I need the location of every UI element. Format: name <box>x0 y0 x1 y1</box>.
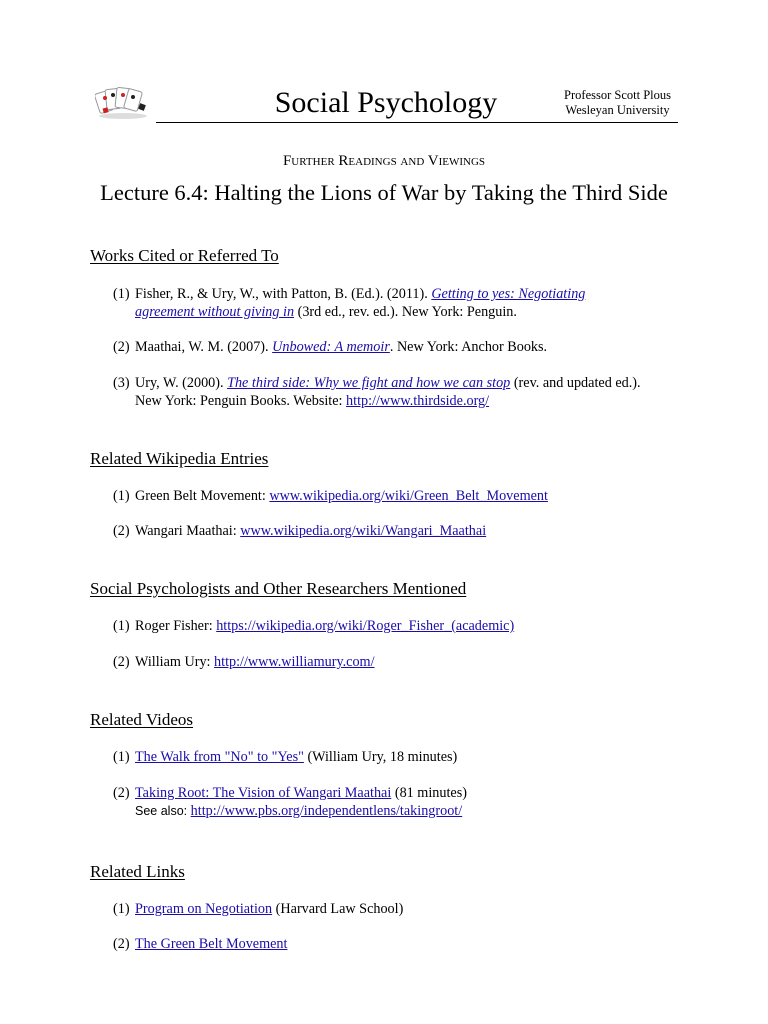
header-divider <box>156 122 678 123</box>
videos-item-1 <box>113 748 693 766</box>
university-name: Wesleyan University <box>565 103 670 117</box>
citation-text: New York: Penguin Books. Website: <box>135 393 347 409</box>
videos-heading: Related Videos <box>90 710 194 729</box>
item-number: (2) <box>113 654 130 670</box>
item-number: (3) <box>113 375 130 391</box>
getting-to-yes-link[interactable]: Getting to yes: Negotiating <box>431 286 586 302</box>
playing-cards-logo-icon <box>95 86 151 122</box>
researchers-heading: Social Psychologists and Other Researchers Mentioned <box>90 579 467 598</box>
item-number: (2) <box>113 785 130 801</box>
thirdside-website-link[interactable]: http://www.thirdside.org/ <box>346 393 490 409</box>
video-details: (William Ury, 18 minutes) <box>303 749 458 765</box>
green-belt-movement-link[interactable]: The Green Belt Movement <box>135 936 288 952</box>
william-ury-link[interactable]: http://www.williamury.com/ <box>214 654 375 670</box>
researchers-item-2 <box>113 653 693 671</box>
item-number: (1) <box>113 901 130 917</box>
pbs-takingroot-link[interactable]: http://www.pbs.org/independentlens/takingroot/ <box>190 803 463 819</box>
item-number: (1) <box>113 749 130 765</box>
course-title: Social Psychology <box>274 86 498 119</box>
wikipedia-heading: Related Wikipedia Entries <box>90 449 269 468</box>
entry-label: William Ury: <box>135 654 215 670</box>
item-number: (2) <box>113 523 130 539</box>
lecture-title: Lecture 6.4: Halting the Lions of War by Taking the Third Side <box>100 180 668 205</box>
taking-root-link[interactable]: Taking Root: The Vision of Wangari Maathai <box>135 785 392 801</box>
links-heading: Related Links <box>90 862 185 881</box>
unbowed-memoir-link[interactable]: Unbowed: A memoir <box>272 339 390 355</box>
professor-block <box>564 88 671 118</box>
citation-text: Maathai, W. M. (2007). <box>135 339 273 355</box>
item-number: (1) <box>113 618 130 634</box>
roger-fisher-link[interactable]: https://wikipedia.org/wiki/Roger_Fisher_(academic) <box>216 618 515 634</box>
document-kicker: Further Readings and Viewings <box>282 153 486 169</box>
link-details: (Harvard Law School) <box>272 901 404 917</box>
getting-to-yes-link-cont[interactable]: agreement without giving in <box>135 304 295 320</box>
see-also-label: See also: <box>135 804 188 818</box>
video-details: (81 minutes) <box>391 785 467 801</box>
green-belt-wiki-link[interactable]: www.wikipedia.org/wiki/Green_Belt_Movement <box>269 488 548 504</box>
citation-text: Fisher, R., & Ury, W., with Patton, B. (Ed.). (2011). <box>135 286 432 302</box>
wikipedia-item-1 <box>113 487 693 505</box>
third-side-book-link[interactable]: The third side: Why we fight and how we can stop <box>227 375 511 391</box>
works-cited-heading: Works Cited or Referred To <box>90 246 279 265</box>
videos-item-2 <box>113 784 693 820</box>
citation-text: (rev. and updated ed.). <box>510 375 641 391</box>
works-cited-item-3 <box>113 374 693 410</box>
walk-no-to-yes-link[interactable]: The Walk from "No" to "Yes" <box>135 749 304 765</box>
professor-name: Professor Scott Plous <box>564 88 671 102</box>
citation-text: Ury, W. (2000). <box>135 375 228 391</box>
wikipedia-item-2 <box>113 522 693 540</box>
item-number: (2) <box>113 339 130 355</box>
wangari-maathai-wiki-link[interactable]: www.wikipedia.org/wiki/Wangari_Maathai <box>240 523 487 539</box>
item-number: (2) <box>113 936 130 952</box>
works-cited-item-1 <box>113 285 693 321</box>
links-item-2 <box>113 935 693 953</box>
item-number: (1) <box>113 488 130 504</box>
citation-text: (3rd ed., rev. ed.). New York: Penguin. <box>294 304 517 320</box>
researchers-item-1 <box>113 617 693 635</box>
entry-label: Roger Fisher: <box>135 618 217 634</box>
links-item-1 <box>113 900 693 918</box>
entry-label: Green Belt Movement: <box>135 488 270 504</box>
citation-text: . New York: Anchor Books. <box>389 339 548 355</box>
program-on-negotiation-link[interactable]: Program on Negotiation <box>135 901 273 917</box>
item-number: (1) <box>113 286 130 302</box>
entry-label: Wangari Maathai: <box>135 523 241 539</box>
works-cited-item-2 <box>113 338 693 356</box>
